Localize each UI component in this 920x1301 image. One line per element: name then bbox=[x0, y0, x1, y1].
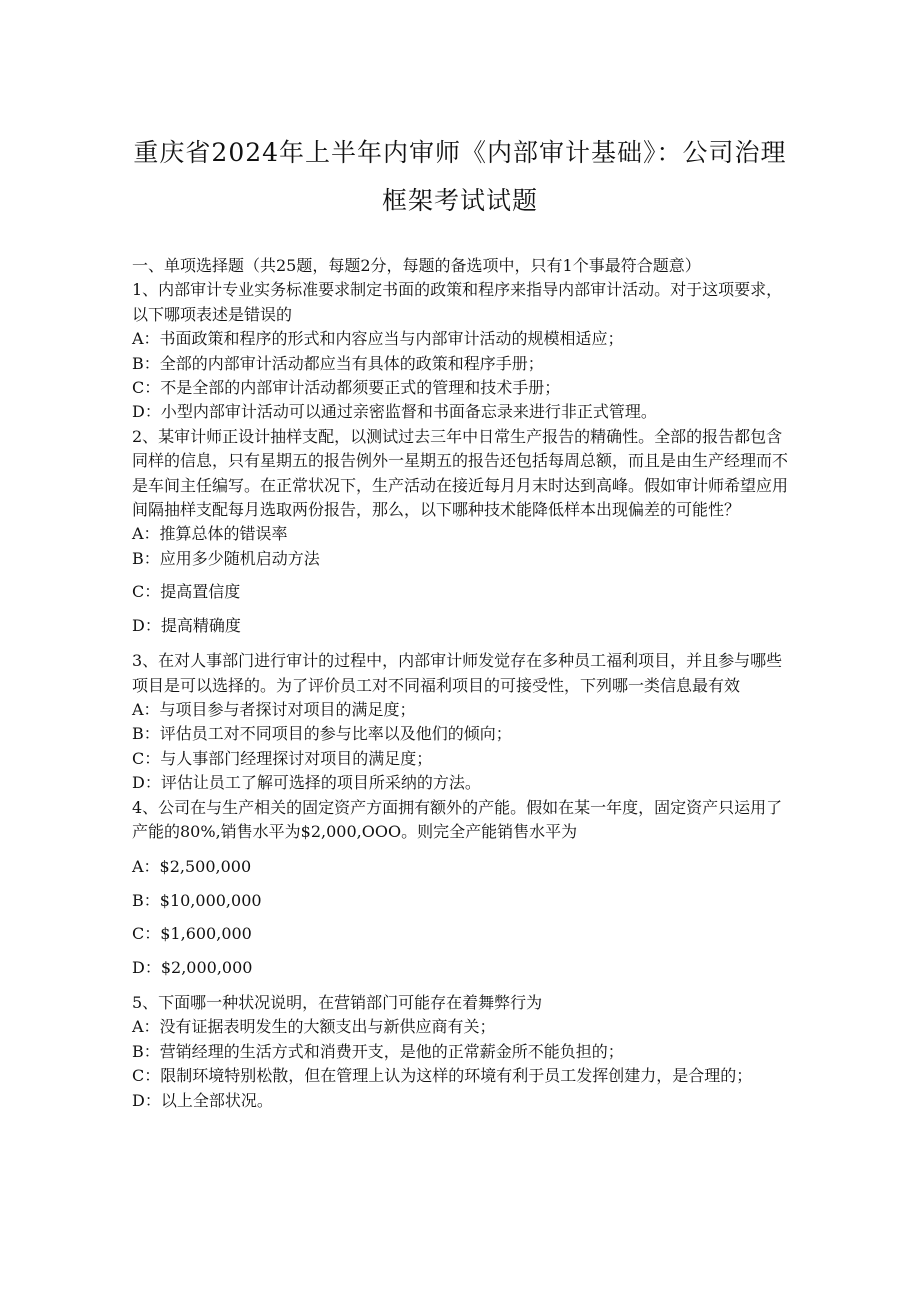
option-c: C：提高置信度 bbox=[132, 582, 241, 602]
option-a: A：与项目参与者探讨对项目的满足度； bbox=[132, 699, 416, 719]
question-4 bbox=[132, 796, 792, 991]
option-b: B：应用多少随机启动方法 bbox=[132, 548, 320, 568]
option-d: D：评估让员工了解可选择的项目所采纳的方法。 bbox=[132, 773, 481, 793]
document-body bbox=[132, 254, 792, 1113]
option-c: C：与人事部门经理探讨对项目的满足度； bbox=[132, 748, 433, 768]
option-d: D：$2,000,000 bbox=[132, 957, 253, 977]
question-stem: 4、公司在与生产相关的固定资产方面拥有额外的产能。假如在某一年度，固定资产只运用了产能的80%,销售水平为$2,000,OOO。则完全产能销售水平为 bbox=[132, 797, 783, 841]
option-b: B：营销经理的生活方式和消费开支，是他的正常薪金所不能负担的； bbox=[132, 1041, 624, 1061]
option-c: C：不是全部的内部审计活动都须要正式的管理和技术手册； bbox=[132, 378, 561, 398]
option-a: A：书面政策和程序的形式和内容应当与内部审计活动的规模相适应； bbox=[132, 329, 624, 349]
question-3 bbox=[132, 649, 792, 795]
question-1 bbox=[132, 278, 792, 424]
document-title-line-2: 框架考试试题 bbox=[381, 186, 538, 215]
option-a: A：没有证据表明发生的大额支出与新供应商有关； bbox=[132, 1017, 496, 1037]
question-stem: 5、下面哪一种状况说明，在营销部门可能存在着舞弊行为 bbox=[132, 992, 543, 1012]
option-b: B：评估员工对不同项目的参与比率以及他们的倾向； bbox=[132, 724, 512, 744]
option-a: A：$2,500,000 bbox=[132, 857, 252, 877]
option-c: C：$1,600,000 bbox=[132, 924, 252, 944]
option-c: C：限制环境特别松散，但在管理上认为这样的环境有利于员工发挥创建力，是合理的； bbox=[132, 1066, 753, 1086]
document-title-line-1: 重庆省2024年上半年内审师《内部审计基础》：公司治理 bbox=[133, 138, 787, 167]
option-b: B：全部的内部审计活动都应当有具体的政策和程序手册； bbox=[132, 353, 544, 373]
option-b: B：$10,000,000 bbox=[132, 890, 262, 910]
option-d: D：以上全部状况。 bbox=[132, 1090, 273, 1110]
option-d: D：提高精确度 bbox=[132, 615, 241, 635]
question-stem: 1、内部审计专业实务标准要求制定书面的政策和程序来指导内部审计活动。对于这项要求，以下哪项表述是错误的 bbox=[132, 280, 783, 324]
question-stem: 3、在对人事部门进行审计的过程中，内部审计师发觉存在多种员工福利项目，并且参与哪些项目是可以选择的。为了评价员工对不同福利项目的可接受性，下列哪一类信息最有效 bbox=[132, 651, 783, 695]
option-d: D：小型内部审计活动可以通过亲密监督和书面备忘录来进行非正式管理。 bbox=[132, 402, 657, 422]
question-5 bbox=[132, 991, 792, 1113]
question-2 bbox=[132, 425, 792, 649]
section-heading: 一、单项选择题（共25题，每题2分，每题的备选项中，只有1个事最符合题意） bbox=[132, 256, 701, 275]
question-stem: 2、某审计师正设计抽样支配，以测试过去三年中日常生产报告的精确性。全部的报告都包含同样的信息，只有星期五的报告例外一星期五的报告还包括每周总额，而且是由生产经理而不是车间主任编写。在正常状况下，生产活动在接近每月月末时达到高峰。假如审计师希望应用间隔抽样支配每月选取两份报告，那么，以下哪种技术能降低样本出现偏差的可能性？ bbox=[132, 426, 789, 520]
option-a: A：推算总体的错误率 bbox=[132, 524, 288, 544]
